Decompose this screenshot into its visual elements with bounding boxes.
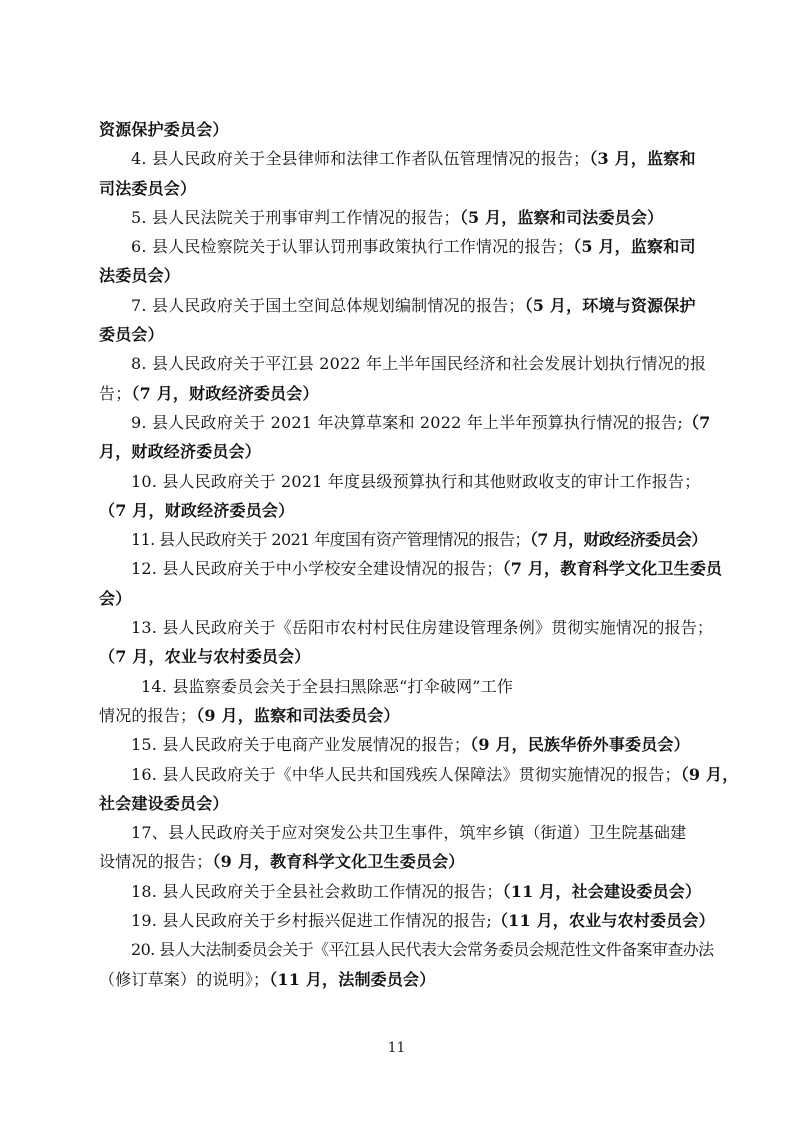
committee-annotation-segment: （11 月，社会建设委员会）: [502, 881, 702, 901]
report-text-segment: 15. 县人民政府关于电商产业发展情况的报告；: [131, 735, 471, 755]
text-line: [99, 525, 707, 554]
report-text-segment: 9. 县人民政府关于 2021 年决算草案和 2022 年上半年预算执行情况的报告;: [131, 412, 683, 432]
committee-annotation-segment: （3 月，监察和: [589, 149, 696, 169]
text-line: [99, 349, 707, 378]
report-text-segment: 5. 县人民法院关于刑事审判工作情况的报告；: [131, 207, 460, 227]
text-line: [99, 642, 699, 671]
text-line: [99, 437, 699, 466]
text-line: [99, 906, 715, 935]
report-text-segment: 19. 县人民政府关于乡村振兴促进工作情况的报告;: [131, 911, 492, 931]
report-text-segment: 17、县人民政府关于应对突发公共卫生事件，筑牢乡镇（街道）卫生院基础建: [131, 823, 687, 843]
text-line: [99, 144, 699, 173]
text-line: [99, 584, 699, 613]
committee-annotation-segment: 司法委员会）: [99, 178, 197, 198]
committee-annotation-segment: （7 月，财政经济委员会）: [529, 530, 707, 550]
text-line: [99, 847, 699, 876]
text-line: [99, 174, 699, 203]
text-line: [99, 115, 699, 144]
committee-annotation-segment: （9 月，监察和司法委员会）: [196, 705, 400, 725]
text-line: [99, 408, 711, 437]
report-text-segment: 11. 县人民政府关于 2021 年度国有资产管理情况的报告；: [131, 530, 530, 550]
committee-annotation-segment: （9 月，民族华侨外事委员会）: [470, 735, 690, 755]
report-text-segment: 16. 县人民政府关于《中华人民共和国残疾人保障法》贯彻实施情况的报告；: [131, 764, 681, 784]
text-line: [99, 496, 699, 525]
text-line: [99, 730, 699, 759]
committee-annotation-segment: （7 月，财政经济委员会）: [131, 383, 319, 403]
text-line: [99, 701, 699, 730]
report-text-segment: 10. 县人民政府关于 2021 年度县级预算执行和其他财政收支的审计工作报告；: [131, 471, 701, 491]
text-line: [99, 935, 714, 964]
report-text-segment: 8. 县人民政府关于平江县 2022 年上半年国民经济和社会发展计划执行情况的报: [131, 354, 707, 374]
report-text-segment: 18. 县人民政府关于全县社会救助工作情况的报告；: [131, 881, 503, 901]
text-line: [99, 467, 699, 496]
report-text-segment: 情况的报告；: [99, 705, 197, 725]
committee-annotation-segment: 社会建设委员会）: [99, 793, 229, 813]
text-line: [99, 261, 699, 290]
text-line: [99, 232, 699, 261]
report-text-segment: 12. 县人民政府关于中小学校安全建设情况的报告；: [131, 559, 503, 579]
committee-annotation-segment: （7 月，农业与农村委员会）: [99, 647, 311, 667]
text-line: [99, 760, 739, 789]
committee-annotation-segment: 资源保护委员会）: [99, 120, 229, 139]
text-line: [99, 320, 699, 349]
page-number: 11: [387, 1040, 406, 1056]
committee-annotation-segment: （7 月，财政经济委员会）: [99, 500, 295, 520]
committee-annotation-segment: （11 月，法制委员会）: [269, 969, 436, 989]
report-text-segment: 14. 县监察委员会关于全县扫黑除恶“打伞破网”工作: [141, 676, 514, 696]
committee-annotation-segment: （5 月，监察和司: [573, 237, 696, 257]
report-text-segment: 告；: [99, 383, 132, 403]
text-line: [99, 291, 699, 320]
report-text-segment: 6. 县人民检察院关于认罪认罚刑事政策执行工作情况的报告；: [131, 237, 574, 257]
report-text-segment: 20. 县人大法制委员会关于《平江县人民代表大会常务委员会规范性文件备案审查办法: [131, 940, 714, 960]
committee-annotation-segment: （7: [682, 412, 711, 432]
committee-annotation-segment: （11 月，农业与农村委员会）: [491, 911, 715, 931]
text-line: [99, 877, 702, 906]
text-line: [99, 789, 699, 818]
committee-annotation-segment: （7 月，教育科学文化卫生委员: [502, 559, 723, 579]
document-body: [99, 115, 739, 994]
committee-annotation-segment: （9 月，教育科学文化卫生委员会）: [212, 852, 465, 872]
committee-annotation-segment: （5 月，监察和司法委员会）: [459, 207, 664, 227]
report-text-segment: （修订草案）的说明》；: [99, 969, 270, 989]
committee-annotation-segment: 会）: [99, 588, 132, 608]
text-line: [99, 818, 699, 847]
committee-annotation-segment: （9 月，: [680, 764, 739, 784]
committee-annotation-segment: 月，财政经济委员会）: [99, 442, 262, 462]
text-line: [99, 613, 714, 642]
committee-annotation-segment: 法委员会）: [99, 266, 181, 286]
text-line: [99, 203, 699, 232]
text-line: [99, 672, 699, 701]
report-text-segment: 7. 县人民政府关于国土空间总体规划编制情况的报告；: [131, 295, 525, 315]
committee-annotation-segment: 委员会）: [99, 325, 164, 345]
text-line: [99, 965, 699, 994]
committee-annotation-segment: （5 月，环境与资源保护: [524, 295, 696, 315]
text-line: [99, 379, 699, 408]
text-line: [99, 554, 723, 583]
report-text-segment: 13. 县人民政府关于《岳阳市农村村民住房建设管理条例》贯彻实施情况的报告；: [131, 618, 714, 638]
report-text-segment: 设情况的报告；: [99, 852, 213, 872]
report-text-segment: 4. 县人民政府关于全县律师和法律工作者队伍管理情况的报告；: [131, 149, 590, 169]
